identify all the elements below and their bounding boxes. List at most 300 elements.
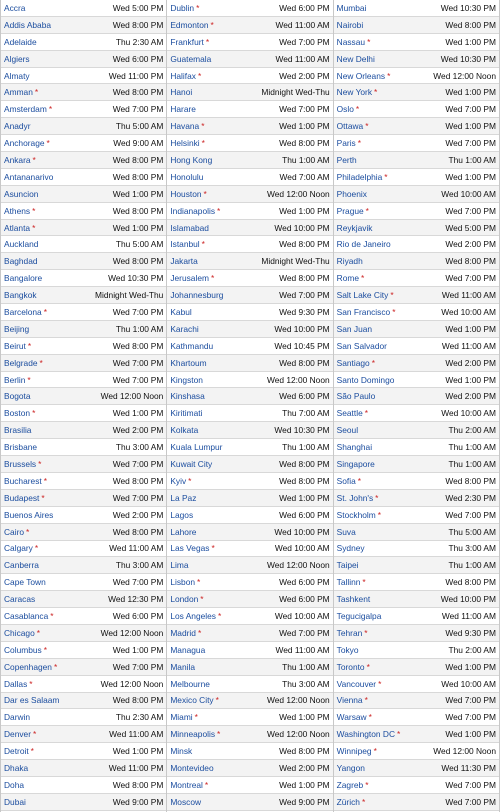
city-link[interactable]: Johannesburg — [170, 290, 224, 301]
city-link[interactable]: Yangon — [336, 763, 365, 774]
city-time-row — [167, 659, 332, 676]
city-cell — [337, 577, 366, 587]
city-time-row — [167, 693, 332, 710]
city-link[interactable]: Jakarta — [170, 256, 198, 267]
local-time: Wed 6:00 PM — [112, 53, 164, 64]
dst-marker: * — [32, 222, 36, 233]
city-link[interactable]: Dublin — [170, 2, 195, 13]
city-time-row — [1, 777, 166, 794]
dst-marker: * — [34, 87, 39, 98]
city-link[interactable]: San Juan — [336, 323, 373, 334]
city-time-row — [1, 34, 166, 51]
city-link[interactable]: Tokyo — [336, 644, 359, 655]
city-link[interactable]: Boston — [4, 408, 31, 419]
city-link[interactable]: Las Vegas — [170, 543, 210, 554]
local-time: Wed 1:00 PM — [279, 205, 330, 216]
city-link[interactable]: Taipei — [336, 560, 359, 571]
dst-marker: * — [362, 577, 366, 588]
city-time-row — [167, 186, 332, 203]
city-link[interactable]: Brisbane — [4, 442, 38, 453]
city-cell — [4, 662, 57, 672]
city-time-row — [334, 591, 499, 608]
city-link[interactable]: Tegucigalpa — [336, 611, 382, 621]
city-link[interactable]: La Paz — [170, 492, 197, 503]
city-link[interactable]: Philadelphia — [336, 171, 383, 182]
local-time: Wed 7:00 PM — [445, 779, 496, 790]
city-cell — [4, 3, 25, 13]
dst-marker: * — [217, 611, 222, 621]
city-link[interactable]: Kingston — [170, 374, 203, 385]
city-time-row — [1, 557, 166, 574]
city-link[interactable]: Chicago — [4, 627, 35, 638]
city-link[interactable]: Dar es Salaam — [4, 695, 60, 706]
city-link[interactable]: Perth — [336, 154, 357, 165]
city-time-row — [334, 507, 499, 524]
city-time-row — [167, 355, 332, 372]
dst-marker: * — [26, 526, 30, 537]
city-link[interactable]: Anadyr — [4, 121, 31, 132]
city-link[interactable]: Paris — [336, 138, 356, 149]
local-time: Wed 5:00 PM — [445, 222, 496, 233]
city-link[interactable]: Nassau — [336, 36, 366, 47]
city-link[interactable]: Kuala Lumpur — [170, 442, 223, 453]
local-time: Wed 8:00 PM — [112, 87, 164, 98]
city-cell — [4, 138, 50, 148]
city-link[interactable]: Seoul — [336, 425, 359, 436]
city-link[interactable]: Minneapolis — [170, 729, 216, 740]
city-link[interactable]: Tehran — [336, 627, 363, 638]
city-link[interactable]: Moscow — [170, 796, 202, 807]
city-time-row — [334, 794, 499, 811]
city-cell — [337, 442, 372, 452]
local-time: Wed 1:00 PM — [279, 712, 330, 723]
dst-marker: * — [201, 239, 205, 250]
city-link[interactable]: Tallinn — [336, 577, 361, 588]
city-time-row — [167, 253, 332, 270]
dst-marker: * — [397, 729, 401, 740]
city-link[interactable]: Bangalore — [4, 273, 43, 284]
local-time: Wed 11:00 AM — [109, 543, 164, 554]
city-link[interactable]: San Francisco — [336, 306, 391, 317]
city-link[interactable]: London — [170, 594, 199, 605]
dst-marker: * — [365, 121, 369, 132]
city-time-row — [334, 524, 499, 541]
city-time-row — [167, 777, 332, 794]
dst-marker: * — [50, 611, 54, 621]
city-time-row — [1, 574, 166, 591]
city-link[interactable]: Washington DC — [336, 729, 395, 740]
local-time: Wed 6:00 PM — [279, 391, 330, 402]
city-link[interactable]: Buenos Aires — [4, 509, 54, 520]
city-cell — [4, 746, 34, 756]
city-time-row — [167, 372, 332, 389]
city-link[interactable]: Frankfurt — [170, 36, 204, 47]
local-time: Thu 2:30 AM — [115, 36, 164, 47]
city-cell — [4, 493, 45, 503]
local-time: Wed 7:00 PM — [445, 205, 496, 216]
dst-marker: * — [365, 205, 369, 216]
city-link[interactable]: Doha — [4, 779, 25, 790]
city-link[interactable]: Minsk — [170, 746, 193, 757]
city-link[interactable]: Asuncion — [4, 188, 39, 199]
city-link[interactable]: Anchorage — [4, 138, 45, 149]
city-time-row — [1, 304, 166, 321]
local-time: Wed 1:00 PM — [445, 36, 496, 47]
city-cell — [337, 662, 370, 672]
city-link[interactable]: Seattle — [336, 408, 363, 419]
dst-marker: * — [34, 543, 39, 554]
city-link[interactable]: Columbus — [4, 644, 42, 655]
city-time-row — [334, 659, 499, 676]
city-link[interactable]: Suva — [336, 526, 356, 537]
city-link[interactable]: Antananarivo — [4, 171, 54, 182]
local-time: Wed 8:00 PM — [279, 138, 330, 149]
city-link[interactable]: Mumbai — [336, 2, 367, 13]
local-time: Wed 7:00 PM — [112, 374, 164, 385]
city-link[interactable]: Havana — [170, 121, 200, 132]
city-cell — [4, 172, 53, 182]
dst-marker: * — [373, 746, 377, 757]
local-time: Wed 1:00 PM — [112, 222, 164, 233]
local-time: Wed 6:00 PM — [112, 611, 164, 621]
local-time: Wed 7:00 PM — [112, 661, 164, 672]
city-link[interactable]: Mexico City — [170, 695, 214, 706]
city-link[interactable]: Lahore — [170, 526, 197, 537]
city-link[interactable]: Amman — [4, 87, 33, 98]
city-time-row — [167, 169, 332, 186]
local-time: Wed 7:00 PM — [445, 712, 496, 723]
city-link[interactable]: Brasilia — [4, 425, 32, 436]
city-link[interactable]: Canberra — [4, 560, 39, 571]
city-cell — [4, 476, 47, 486]
city-link[interactable]: Cape Town — [4, 577, 46, 588]
city-time-row — [334, 388, 499, 405]
city-cell — [4, 679, 33, 689]
city-link[interactable]: Manila — [170, 661, 195, 672]
city-cell — [170, 797, 201, 807]
city-link[interactable]: Harare — [170, 104, 196, 115]
city-cell — [170, 256, 197, 266]
city-time-row — [167, 507, 332, 524]
city-link[interactable]: Almaty — [4, 70, 30, 81]
city-link[interactable]: Budapest — [4, 492, 40, 503]
city-link[interactable]: Prague — [336, 205, 364, 216]
dst-marker: * — [357, 475, 362, 486]
city-cell — [337, 223, 373, 233]
local-time: Wed 1:00 PM — [279, 492, 330, 503]
city-link[interactable]: Madrid — [170, 627, 196, 638]
city-cell — [170, 662, 195, 672]
local-time: Wed 2:30 PM — [445, 492, 496, 503]
city-link[interactable]: Bangkok — [4, 290, 37, 301]
city-link[interactable]: Ottawa — [336, 121, 364, 132]
city-link[interactable]: Montreal — [170, 779, 203, 790]
city-time-row — [167, 68, 332, 85]
city-cell — [337, 679, 382, 689]
city-link[interactable]: Islamabad — [170, 222, 209, 233]
local-time: Wed 9:00 PM — [112, 796, 164, 807]
dst-marker: * — [197, 70, 202, 81]
local-time: Thu 3:00 AM — [115, 442, 164, 453]
city-link[interactable]: Tashkent — [336, 594, 371, 605]
city-link[interactable]: Athens — [4, 205, 31, 216]
dst-marker: * — [378, 678, 382, 689]
city-link[interactable]: Denver — [4, 729, 31, 740]
city-link[interactable]: Cairo — [4, 526, 25, 537]
city-time-row — [167, 456, 332, 473]
city-time-row — [1, 270, 166, 287]
city-link[interactable]: Nairobi — [336, 19, 364, 30]
city-cell — [170, 780, 208, 790]
city-link[interactable]: Salt Lake City — [336, 290, 389, 301]
city-time-row — [1, 422, 166, 439]
local-time: Wed 8:00 PM — [112, 19, 164, 30]
city-link[interactable]: Dhaka — [4, 763, 29, 774]
city-time-row — [334, 557, 499, 574]
city-link[interactable]: Auckland — [4, 239, 39, 250]
local-time: Wed 7:00 PM — [445, 138, 496, 149]
city-link[interactable]: Atlanta — [4, 222, 31, 233]
city-link[interactable]: Belgrade — [4, 357, 38, 368]
dst-marker: * — [41, 492, 45, 503]
city-link[interactable]: Indianapolis — [170, 205, 216, 216]
city-time-row — [334, 220, 499, 237]
local-time: Wed 1:00 PM — [445, 121, 496, 132]
city-cell — [4, 425, 31, 435]
city-time-row — [334, 118, 499, 135]
dst-marker: * — [204, 779, 209, 790]
city-time-row — [167, 574, 332, 591]
dst-marker: * — [197, 577, 201, 588]
city-link[interactable]: Shanghai — [336, 442, 373, 453]
city-link[interactable]: Jerusalem — [170, 273, 209, 284]
local-time: Wed 10:00 PM — [274, 526, 330, 537]
city-link[interactable]: New York — [336, 87, 373, 98]
local-time: Thu 5:00 AM — [115, 239, 164, 250]
city-link[interactable]: Oslo — [336, 104, 354, 115]
city-cell — [4, 273, 42, 283]
city-time-row — [167, 794, 332, 811]
city-cell — [337, 797, 366, 807]
city-link[interactable]: Houston — [170, 188, 202, 199]
local-time: Wed 8:00 PM — [112, 256, 164, 267]
city-cell — [337, 611, 382, 621]
city-time-row — [334, 17, 499, 34]
city-link[interactable]: Kathmandu — [170, 340, 214, 351]
local-time: Wed 12:00 Noon — [266, 695, 330, 706]
city-link[interactable]: Detroit — [4, 746, 29, 757]
city-link[interactable]: Warsaw — [336, 712, 367, 723]
city-link[interactable]: Melbourne — [170, 678, 210, 689]
city-cell — [4, 442, 37, 452]
local-time: Wed 7:00 PM — [112, 492, 164, 503]
local-time: Wed 11:00 AM — [441, 611, 496, 621]
city-link[interactable]: Zürich — [336, 796, 360, 807]
city-link[interactable]: St. John's — [336, 492, 374, 503]
city-cell — [337, 307, 396, 317]
local-time: Wed 6:00 PM — [279, 577, 330, 588]
city-link[interactable]: Addis Ababa — [4, 19, 52, 30]
dst-marker: * — [368, 712, 372, 723]
city-cell — [4, 577, 46, 587]
dst-marker: * — [366, 661, 370, 672]
city-link[interactable]: Dallas — [4, 678, 28, 689]
local-time: Wed 10:30 PM — [440, 2, 496, 13]
city-link[interactable]: Vienna — [336, 695, 363, 706]
city-link[interactable]: Copenhagen — [4, 661, 52, 672]
city-link[interactable]: Sofia — [336, 475, 356, 486]
city-time-row — [167, 726, 332, 743]
city-link[interactable]: Khartoum — [170, 357, 207, 368]
dst-marker: * — [371, 357, 375, 368]
city-time-row — [167, 135, 332, 152]
city-link[interactable]: Vancouver — [336, 678, 377, 689]
city-cell — [4, 375, 31, 385]
city-cell — [337, 256, 363, 266]
city-link[interactable]: Darwin — [4, 712, 31, 723]
city-link[interactable]: Kabul — [170, 306, 192, 317]
city-link[interactable]: San Salvador — [336, 340, 387, 351]
city-link[interactable]: New Orleans — [336, 70, 386, 81]
local-time: Wed 8:00 PM — [112, 526, 164, 537]
local-time: Wed 8:00 PM — [445, 475, 496, 486]
city-link[interactable]: Lima — [170, 560, 189, 571]
city-cell — [337, 628, 368, 638]
city-link[interactable]: Toronto — [336, 661, 365, 672]
city-link[interactable]: Barcelona — [4, 306, 42, 317]
local-time: Wed 8:00 PM — [279, 746, 330, 757]
city-link[interactable]: Karachi — [170, 323, 199, 334]
city-link[interactable]: Hanoi — [170, 87, 193, 98]
city-cell — [337, 375, 395, 385]
city-link[interactable]: Winnipeg — [336, 746, 372, 757]
city-link[interactable]: Berlin — [4, 374, 26, 385]
city-cell — [170, 71, 201, 81]
local-time: Thu 3:00 AM — [282, 678, 330, 689]
city-link[interactable]: Brussels — [4, 458, 37, 469]
local-time: Wed 7:00 PM — [445, 104, 496, 115]
city-link[interactable]: Honolulu — [170, 171, 204, 182]
city-link[interactable]: Kyiv — [170, 475, 187, 486]
city-time-row — [167, 17, 332, 34]
city-link[interactable]: São Paulo — [336, 391, 376, 402]
city-time-row — [1, 372, 166, 389]
city-link[interactable]: New Delhi — [336, 53, 375, 64]
local-time: Wed 2:00 PM — [279, 763, 330, 774]
city-link[interactable]: Phoenix — [336, 188, 367, 199]
city-cell — [337, 543, 365, 553]
city-link[interactable]: Accra — [4, 2, 26, 13]
city-link[interactable]: Kolkata — [170, 425, 199, 436]
city-link[interactable]: Zagreb — [336, 779, 364, 790]
local-time: Wed 12:00 Noon — [266, 560, 330, 571]
city-link[interactable]: Miami — [170, 712, 193, 723]
local-time: Wed 10:00 AM — [441, 678, 496, 689]
local-time: Wed 10:30 PM — [108, 273, 164, 284]
city-link[interactable]: Guatemala — [170, 53, 212, 64]
local-time: Wed 8:00 PM — [112, 475, 164, 486]
dst-marker: * — [32, 205, 36, 216]
city-link[interactable]: Lisbon — [170, 577, 196, 588]
city-link[interactable]: Beijing — [4, 323, 30, 334]
city-link[interactable]: Rome — [336, 273, 359, 284]
city-link[interactable]: Bucharest — [4, 475, 42, 486]
city-link[interactable]: Dubai — [4, 796, 26, 807]
city-link[interactable]: Lagos — [170, 509, 194, 520]
city-time-row — [1, 743, 166, 760]
city-link[interactable]: Kinshasa — [170, 391, 205, 402]
city-link[interactable]: Santo Domingo — [336, 374, 395, 385]
local-time: Wed 7:00 PM — [112, 458, 164, 469]
city-link[interactable]: Santiago — [336, 357, 370, 368]
dst-marker: * — [365, 779, 369, 790]
city-link[interactable]: Montevideo — [170, 763, 214, 774]
city-link[interactable]: Istanbul — [170, 239, 200, 250]
city-time-row — [167, 51, 332, 68]
city-link[interactable]: Caracas — [4, 594, 36, 605]
city-link[interactable]: Baghdad — [4, 256, 38, 267]
city-time-row — [167, 541, 332, 558]
city-link[interactable]: Reykjavik — [336, 222, 373, 233]
city-time-row — [1, 51, 166, 68]
city-link[interactable]: Singapore — [336, 458, 375, 469]
local-time: Wed 10:00 PM — [274, 222, 330, 233]
local-time: Wed 8:00 PM — [112, 340, 164, 351]
city-cell — [4, 729, 36, 739]
city-cell — [170, 54, 211, 64]
city-link[interactable]: Beirut — [4, 340, 26, 351]
city-link[interactable]: Managua — [170, 644, 206, 655]
local-time: Wed 10:00 AM — [441, 188, 496, 199]
city-link[interactable]: Los Angeles — [170, 611, 216, 621]
city-link[interactable]: Riyadh — [336, 256, 363, 267]
city-link[interactable]: Bogota — [4, 391, 31, 402]
city-link[interactable]: Algiers — [4, 53, 30, 64]
local-time: Midnight Wed-Thu — [261, 87, 330, 98]
city-link[interactable]: Hong Kong — [170, 154, 213, 165]
city-link[interactable]: Adelaide — [4, 36, 37, 47]
city-cell — [337, 341, 387, 351]
city-cell — [337, 510, 381, 520]
city-time-row — [167, 203, 332, 220]
city-link[interactable]: Amsterdam — [4, 104, 47, 115]
city-cell — [170, 324, 198, 334]
local-time: Wed 11:00 AM — [441, 340, 496, 351]
city-time-row — [1, 456, 166, 473]
city-link[interactable]: Kiritimati — [170, 408, 203, 419]
city-time-row — [1, 659, 166, 676]
city-link[interactable]: Sydney — [336, 543, 365, 554]
city-link[interactable]: Stockholm — [336, 509, 376, 520]
city-time-row — [1, 490, 166, 507]
city-cell — [337, 239, 391, 249]
city-cell — [170, 121, 204, 131]
city-time-row — [334, 372, 499, 389]
dst-marker: * — [196, 2, 200, 13]
city-link[interactable]: Calgary — [4, 543, 33, 554]
city-link[interactable]: Kuwait City — [170, 458, 213, 469]
city-time-row — [1, 608, 166, 625]
city-link[interactable]: Edmonton — [170, 19, 209, 30]
city-column-2 — [167, 0, 333, 812]
city-link[interactable]: Rio de Janeiro — [336, 239, 391, 250]
city-link[interactable]: Helsinki — [170, 138, 200, 149]
dst-marker: * — [32, 154, 36, 165]
city-cell — [337, 729, 401, 739]
city-link[interactable]: Ankara — [4, 154, 31, 165]
city-link[interactable]: Casablanca — [4, 611, 49, 621]
city-link[interactable]: Halifax — [170, 70, 196, 81]
